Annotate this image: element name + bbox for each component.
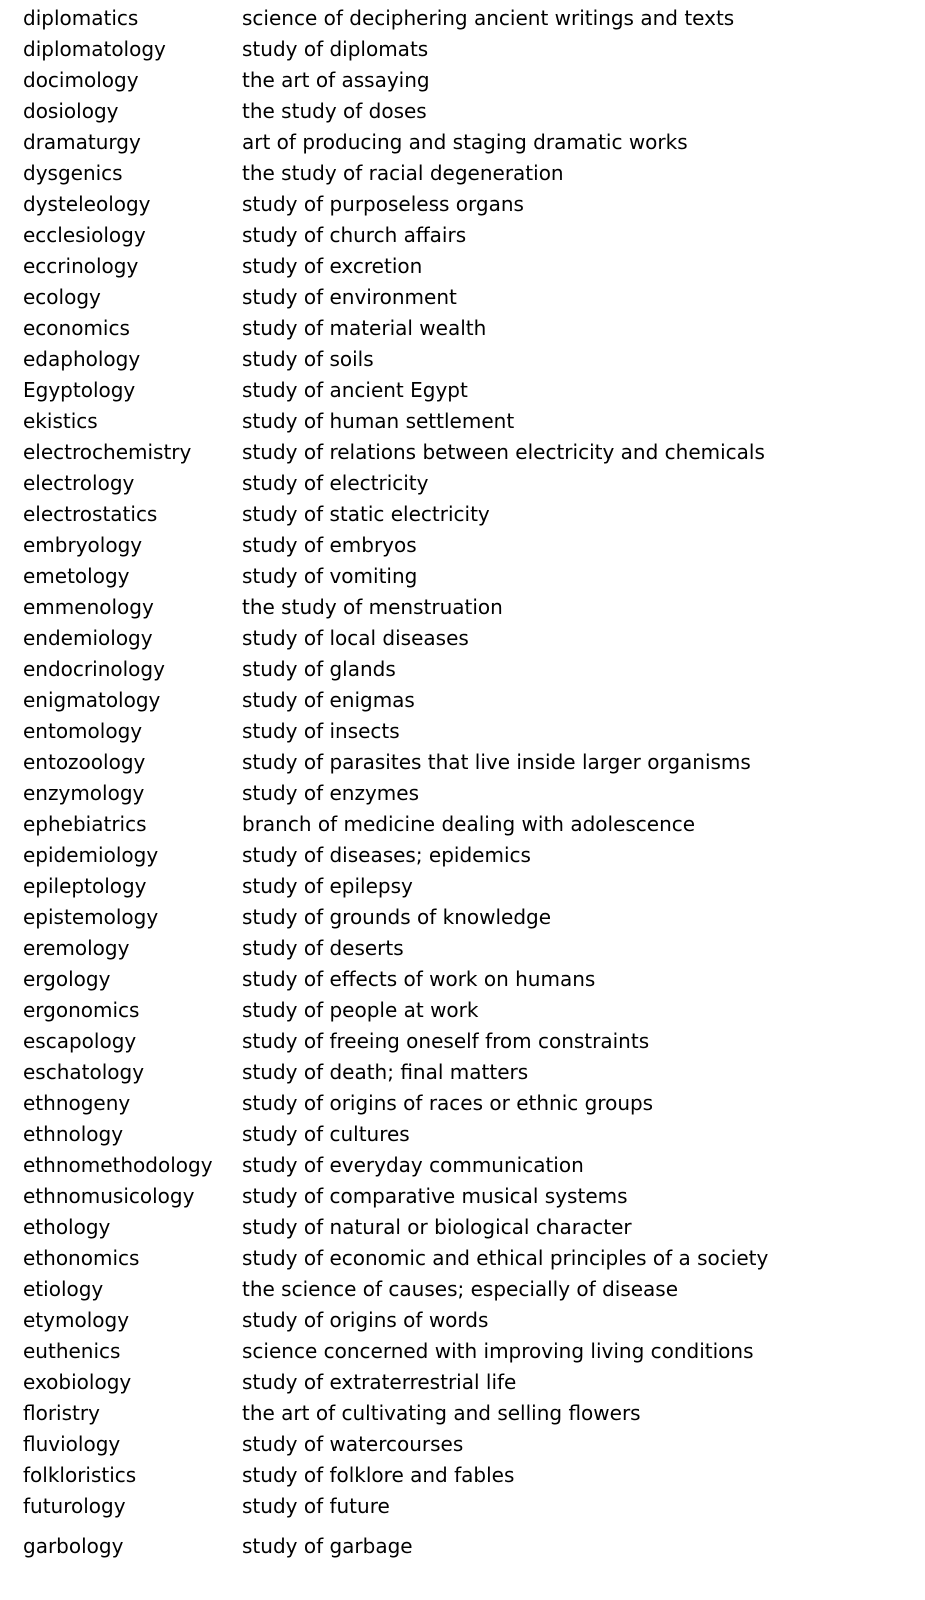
glossary-row [23, 1181, 913, 1212]
glossary-term: ethnomethodology [23, 1153, 213, 1177]
glossary-term: ethology [23, 1215, 111, 1239]
glossary-term: escapology [23, 1029, 137, 1053]
glossary-definition: study of embryos [242, 533, 417, 557]
glossary-definition: study of excretion [242, 254, 423, 278]
glossary-definition: study of church affairs [242, 223, 467, 247]
glossary-row [23, 1336, 913, 1367]
glossary-row [23, 592, 913, 623]
glossary-row [23, 158, 913, 189]
glossary-term: economics [23, 316, 130, 340]
glossary-row [23, 499, 913, 530]
glossary-definition: science of deciphering ancient writings and texts [242, 6, 735, 30]
glossary-definition: study of diseases; epidemics [242, 843, 531, 867]
glossary-row [23, 1026, 913, 1057]
glossary-term: diplomatology [23, 37, 166, 61]
glossary-term: enzymology [23, 781, 145, 805]
glossary-row [23, 3, 913, 34]
glossary-row [23, 1398, 913, 1429]
glossary-term: eccrinology [23, 254, 139, 278]
glossary-term: diplomatics [23, 6, 139, 30]
glossary-definition: study of human settlement [242, 409, 515, 433]
glossary-definition: study of environment [242, 285, 457, 309]
glossary-term: ecology [23, 285, 101, 309]
glossary-definition: study of epilepsy [242, 874, 413, 898]
glossary-row [23, 375, 913, 406]
glossary-definition: study of static electricity [242, 502, 490, 526]
glossary-definition: science concerned with improving living conditions [242, 1339, 754, 1363]
glossary-term: electrochemistry [23, 440, 192, 464]
glossary-term: entomology [23, 719, 143, 743]
glossary-row [23, 1150, 913, 1181]
glossary-term: embryology [23, 533, 143, 557]
glossary-term: enigmatology [23, 688, 161, 712]
glossary-row [23, 1274, 913, 1305]
glossary-term: exobiology [23, 1370, 132, 1394]
glossary-definition: study of relations between electricity and chemicals [242, 440, 765, 464]
glossary-definition: study of origins of words [242, 1308, 489, 1332]
glossary-term: ephebiatrics [23, 812, 147, 836]
glossary-row [23, 747, 913, 778]
glossary-term: garbology [23, 1534, 124, 1558]
glossary-term: dosiology [23, 99, 119, 123]
glossary-definition: study of origins of races or ethnic groups [242, 1091, 654, 1115]
glossary-definition: study of diplomats [242, 37, 429, 61]
glossary-definition: study of deserts [242, 936, 404, 960]
glossary-term: ekistics [23, 409, 98, 433]
glossary-definition: the study of doses [242, 99, 427, 123]
glossary-term: emetology [23, 564, 130, 588]
glossary-definition: study of future [242, 1494, 390, 1518]
glossary-row [23, 964, 913, 995]
glossary-row [23, 1243, 913, 1274]
glossary-definition: study of folklore and fables [242, 1463, 515, 1487]
glossary-row [23, 809, 913, 840]
glossary-definition: study of insects [242, 719, 400, 743]
glossary-row [23, 840, 913, 871]
glossary-row [23, 34, 913, 65]
glossary-row [23, 96, 913, 127]
glossary-definition: study of electricity [242, 471, 429, 495]
glossary-definition: study of watercourses [242, 1432, 464, 1456]
glossary-definition: study of freeing oneself from constraints [242, 1029, 650, 1053]
glossary-term: eremology [23, 936, 130, 960]
glossary-term: futurology [23, 1494, 126, 1518]
glossary-row [23, 468, 913, 499]
glossary-term: ecclesiology [23, 223, 146, 247]
glossary-definition: study of natural or biological character [242, 1215, 632, 1239]
glossary-definition: study of cultures [242, 1122, 410, 1146]
glossary-definition: study of effects of work on humans [242, 967, 596, 991]
glossary-definition: study of enigmas [242, 688, 415, 712]
glossary-row [23, 716, 913, 747]
glossary-definition: the study of racial degeneration [242, 161, 564, 185]
glossary-term: ethonomics [23, 1246, 140, 1270]
glossary-definition: study of grounds of knowledge [242, 905, 552, 929]
glossary-term: fluviology [23, 1432, 121, 1456]
glossary-term: dysteleology [23, 192, 151, 216]
glossary-row [23, 871, 913, 902]
glossary-term: eschatology [23, 1060, 145, 1084]
glossary-definition: study of everyday communication [242, 1153, 584, 1177]
glossary-definition: study of soils [242, 347, 374, 371]
glossary-term: etiology [23, 1277, 104, 1301]
glossary-definition: study of ancient Egypt [242, 378, 468, 402]
glossary-row [23, 189, 913, 220]
glossary-term: dysgenics [23, 161, 123, 185]
glossary-row [23, 1057, 913, 1088]
glossary-definition: study of parasites that live inside larger organisms [242, 750, 751, 774]
glossary-term: Egyptology [23, 378, 136, 402]
glossary-row [23, 1531, 913, 1562]
glossary-row [23, 344, 913, 375]
glossary-term: entozoology [23, 750, 146, 774]
glossary-definition: study of local diseases [242, 626, 469, 650]
glossary-definition: the art of assaying [242, 68, 430, 92]
glossary-term: ethnology [23, 1122, 124, 1146]
glossary-row [23, 623, 913, 654]
glossary-term: endemiology [23, 626, 153, 650]
glossary-row [23, 313, 913, 344]
glossary-term: folkloristics [23, 1463, 137, 1487]
glossary-term: euthenics [23, 1339, 121, 1363]
glossary-definition: study of purposeless organs [242, 192, 524, 216]
glossary-term: electrostatics [23, 502, 158, 526]
glossary-term: epileptology [23, 874, 147, 898]
glossary-row [23, 1429, 913, 1460]
glossary-definition: art of producing and staging dramatic works [242, 130, 688, 154]
glossary-term: endocrinology [23, 657, 165, 681]
glossary-row [23, 251, 913, 282]
glossary-definition: study of death; final matters [242, 1060, 529, 1084]
glossary-definition: study of vomiting [242, 564, 418, 588]
glossary-definition: the art of cultivating and selling flowers [242, 1401, 641, 1425]
glossary-list [23, 3, 913, 1562]
glossary-term: edaphology [23, 347, 141, 371]
glossary-definition: branch of medicine dealing with adolescence [242, 812, 696, 836]
glossary-row [23, 902, 913, 933]
glossary-term: electrology [23, 471, 135, 495]
glossary-row [23, 1305, 913, 1336]
glossary-definition: study of comparative musical systems [242, 1184, 628, 1208]
glossary-row [23, 1491, 913, 1522]
glossary-definition: the science of causes; especially of disease [242, 1277, 679, 1301]
glossary-row [23, 933, 913, 964]
glossary-definition: study of enzymes [242, 781, 419, 805]
glossary-term: ethnogeny [23, 1091, 131, 1115]
glossary-row [23, 561, 913, 592]
glossary-row [23, 1119, 913, 1150]
glossary-row [23, 282, 913, 313]
glossary-row [23, 1367, 913, 1398]
glossary-row [23, 406, 913, 437]
glossary-term: etymology [23, 1308, 130, 1332]
glossary-definition: the study of menstruation [242, 595, 503, 619]
glossary-row [23, 220, 913, 251]
glossary-row [23, 995, 913, 1026]
glossary-term: ethnomusicology [23, 1184, 195, 1208]
glossary-row [23, 65, 913, 96]
glossary-row [23, 437, 913, 468]
glossary-row [23, 1460, 913, 1491]
glossary-term: docimology [23, 68, 139, 92]
glossary-definition: study of economic and ethical principles of a society [242, 1246, 769, 1270]
glossary-row [23, 1088, 913, 1119]
glossary-definition: study of extraterrestrial life [242, 1370, 517, 1394]
glossary-definition: study of people at work [242, 998, 479, 1022]
glossary-term: epidemiology [23, 843, 159, 867]
glossary-row [23, 778, 913, 809]
glossary-term: epistemology [23, 905, 159, 929]
glossary-row [23, 654, 913, 685]
glossary-row [23, 685, 913, 716]
glossary-definition: study of garbage [242, 1534, 413, 1558]
glossary-term: emmenology [23, 595, 154, 619]
glossary-term: ergonomics [23, 998, 140, 1022]
glossary-term: ergology [23, 967, 111, 991]
glossary-term: floristry [23, 1401, 100, 1425]
glossary-row [23, 127, 913, 158]
glossary-row [23, 530, 913, 561]
glossary-definition: study of glands [242, 657, 396, 681]
glossary-definition: study of material wealth [242, 316, 487, 340]
glossary-row [23, 1212, 913, 1243]
glossary-term: dramaturgy [23, 130, 141, 154]
